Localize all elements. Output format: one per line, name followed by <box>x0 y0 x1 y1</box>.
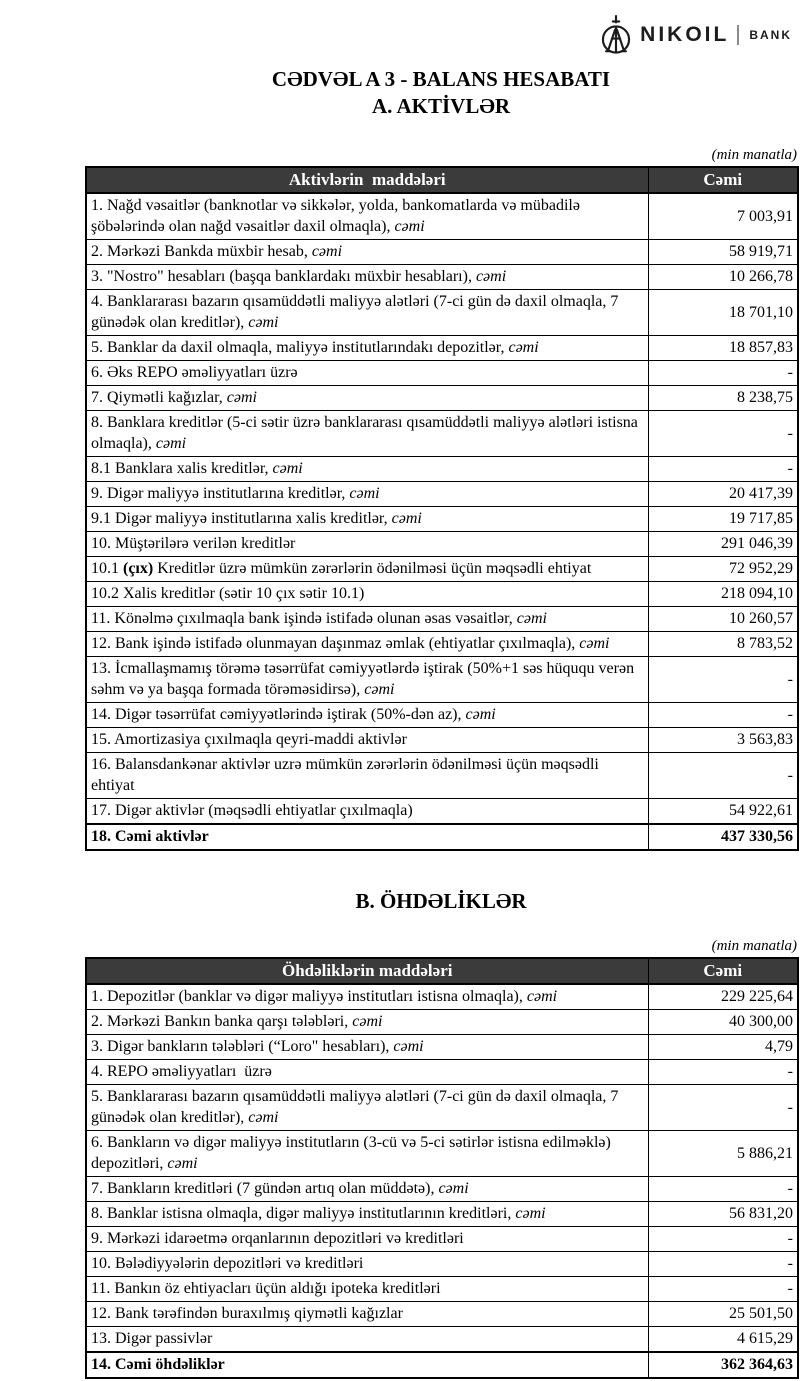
bank-logo-name: NIKOIL <box>640 23 730 46</box>
table-row <box>86 1060 798 1085</box>
row-label: 7. Qiymətli kağızlar, cəmi <box>86 386 648 411</box>
row-label: 18. Cəmi aktivlər <box>86 824 648 850</box>
row-value: - <box>648 657 798 703</box>
row-label: 10. Müştərilərə verilən kreditlər <box>86 532 648 557</box>
row-value: 229 225,64 <box>648 984 798 1010</box>
row-label: 5. Banklararası bazarın qısamüddətli maliyyə alətləri (7-ci gün də daxil olmaqla, 7 günədək olan kreditlər), cəmi <box>86 1085 648 1131</box>
row-label: 1. Depozitlər (banklar və digər maliyyə institutları istisna olmaqla), cəmi <box>86 984 648 1010</box>
assets-table <box>85 166 799 851</box>
row-label: 11. Könəlmə çıxılmaqla bank işində istifadə olunan əsas vəsaitlər, cəmi <box>86 607 648 632</box>
bank-logo <box>598 14 792 56</box>
row-value: 56 831,20 <box>648 1202 798 1227</box>
row-value: - <box>648 753 798 799</box>
table-row <box>86 361 798 386</box>
table-row <box>86 1302 798 1327</box>
row-value: 4 615,29 <box>648 1327 798 1353</box>
row-label: 2. Mərkəzi Bankın banka qarşı tələbləri, cəmi <box>86 1010 648 1035</box>
row-value: 5 886,21 <box>648 1131 798 1177</box>
row-label: 13. Digər passivlər <box>86 1327 648 1353</box>
row-label: 12. Bank tərəfindən buraxılmış qiymətli kağızlar <box>86 1302 648 1327</box>
row-label: 12. Bank işində istifadə olunmayan daşınmaz əmlak (ehtiyatlar çıxılmaqla), cəmi <box>86 632 648 657</box>
row-label: 2. Mərkəzi Bankda müxbir hesab, cəmi <box>86 240 648 265</box>
row-value: 19 717,85 <box>648 507 798 532</box>
liabilities-total-column-header: Cəmi <box>648 958 798 984</box>
row-label: 14. Digər təsərrüfat cəmiyyətlərində iştirak (50%-dən az), cəmi <box>86 703 648 728</box>
row-label: 8.1 Banklara xalis kreditlər, cəmi <box>86 457 648 482</box>
row-value: 8 783,52 <box>648 632 798 657</box>
row-label: 3. "Nostro" hesabları (başqa banklardakı müxbir hesabları), cəmi <box>86 265 648 290</box>
row-value: - <box>648 1060 798 1085</box>
row-value: - <box>648 457 798 482</box>
table-row <box>86 1352 798 1378</box>
table-row <box>86 753 798 799</box>
row-value: - <box>648 1085 798 1131</box>
table-row <box>86 265 798 290</box>
assets-table-header <box>86 167 798 193</box>
table-row <box>86 1035 798 1060</box>
assets-items-column-header: Aktivlərin maddələri <box>86 167 648 193</box>
liabilities-table-header <box>86 958 798 984</box>
row-label: 6. Bankların və digər maliyyə institutların (3-cü və 5-ci sətirlər istisna edilməklə) depozitləri, cəmi <box>86 1131 648 1177</box>
table-row <box>86 1252 798 1277</box>
table-row <box>86 240 798 265</box>
row-value: 10 266,78 <box>648 265 798 290</box>
table-row <box>86 607 798 632</box>
bank-emblem-icon <box>598 14 634 56</box>
row-label: 3. Digər bankların tələbləri (“Loro" hesabları), cəmi <box>86 1035 648 1060</box>
table-row <box>86 1131 798 1177</box>
row-value: - <box>648 361 798 386</box>
liabilities-items-column-header: Öhdəliklərin maddələri <box>86 958 648 984</box>
row-value: 10 260,57 <box>648 607 798 632</box>
row-value: 437 330,56 <box>648 824 798 850</box>
table-row <box>86 632 798 657</box>
logo-divider <box>737 25 739 45</box>
table-row <box>86 532 798 557</box>
table-row <box>86 1202 798 1227</box>
row-label: 4. REPO əməliyyatları üzrə <box>86 1060 648 1085</box>
table-row <box>86 482 798 507</box>
row-label: 5. Banklar da daxil olmaqla, maliyyə institutlarındakı depozitlər, cəmi <box>86 336 648 361</box>
row-value: 18 857,83 <box>648 336 798 361</box>
row-value: 20 417,39 <box>648 482 798 507</box>
document-title-line1: CƏDVƏL A 3 - BALANS HESABATI <box>271 67 611 91</box>
table-row <box>86 1227 798 1252</box>
row-label: 15. Amortizasiya çıxılmaqla qeyri-maddi aktivlər <box>86 728 648 753</box>
row-value: 218 094,10 <box>648 582 798 607</box>
row-value: 25 501,50 <box>648 1302 798 1327</box>
row-label: 9.1 Digər maliyyə institutlarına xalis kreditlər, cəmi <box>86 507 648 532</box>
table-row <box>86 507 798 532</box>
row-label: 8. Banklara kreditlər (5-ci sətir üzrə banklararası qısamüddətli maliyyə alətləri istisna olmaqla), cəmi <box>86 411 648 457</box>
row-value: 40 300,00 <box>648 1010 798 1035</box>
row-value: 72 952,29 <box>648 557 798 582</box>
row-label: 14. Cəmi öhdəliklər <box>86 1352 648 1378</box>
row-label: 7. Bankların kreditləri (7 gündən artıq olan müddətə), cəmi <box>86 1177 648 1202</box>
table-row <box>86 336 798 361</box>
table-row <box>86 193 798 240</box>
liabilities-table <box>85 957 799 1379</box>
row-label: 9. Digər maliyyə institutlarına kreditlər, cəmi <box>86 482 648 507</box>
table-row <box>86 1177 798 1202</box>
table-row <box>86 824 798 850</box>
row-label: 10. Bələdiyyələrin depozitləri və kreditləri <box>86 1252 648 1277</box>
row-value: 8 238,75 <box>648 386 798 411</box>
table-row <box>86 657 798 703</box>
row-label: 6. Əks REPO əməliyyatları üzrə <box>86 361 648 386</box>
row-label: 16. Balansdankənar aktivlər uzrə mümkün zərərlərin ödənilməsi üçün məqsədli ehtiyat <box>86 753 648 799</box>
row-value: - <box>648 1177 798 1202</box>
row-value: - <box>648 703 798 728</box>
table-row <box>86 1010 798 1035</box>
table-row <box>86 386 798 411</box>
row-value: - <box>648 1227 798 1252</box>
table-row <box>86 557 798 582</box>
table-row <box>86 984 798 1010</box>
table-row <box>86 703 798 728</box>
assets-total-column-header: Cəmi <box>648 167 798 193</box>
table-row <box>86 411 798 457</box>
row-label: 11. Bankın öz ehtiyacları üçün aldığı ipoteka kreditləri <box>86 1277 648 1302</box>
unit-note-liabilities: (min manatla) <box>711 938 797 954</box>
bank-logo-suffix: BANK <box>749 28 792 42</box>
table-row <box>86 728 798 753</box>
table-row <box>86 1327 798 1353</box>
row-value: 4,79 <box>648 1035 798 1060</box>
table-row <box>86 290 798 336</box>
row-label: 4. Banklararası bazarın qısamüddətli maliyyə alətləri (7-ci gün də daxil olmaqla, 7 günədək olan kreditlər), cəmi <box>86 290 648 336</box>
row-label: 10.1 (çıx) Kreditlər üzrə mümkün zərərlərin ödənilməsi üçün məqsədli ehtiyat <box>86 557 648 582</box>
row-value: 54 922,61 <box>648 799 798 825</box>
table-row <box>86 1277 798 1302</box>
row-value: 7 003,91 <box>648 193 798 240</box>
document-title <box>85 66 797 120</box>
row-value: 58 919,71 <box>648 240 798 265</box>
row-label: 9. Mərkəzi idarəetmə orqanlarının depozitləri və kreditləri <box>86 1227 648 1252</box>
document-body <box>85 0 797 1379</box>
row-value: 18 701,10 <box>648 290 798 336</box>
row-label: 13. İcmallaşmamış törəmə təsərrüfat cəmiyyətlərdə iştirak (50%+1 səs hüququ verən səhm və ya başqa formada törəməsidirsə), cəmi <box>86 657 648 703</box>
row-value: 291 046,39 <box>648 532 798 557</box>
table-row <box>86 1085 798 1131</box>
row-value: 3 563,83 <box>648 728 798 753</box>
row-label: 1. Nağd vəsaitlər (banknotlar və sikkələr, yolda, bankomatlarda və mübadilə şöbələrində olan nağd vəsaitlər daxil olmaqla), cəmi <box>86 193 648 240</box>
liabilities-section-title: B. ÖHDƏLİKLƏR <box>355 889 527 913</box>
table-row <box>86 799 798 825</box>
table-row <box>86 582 798 607</box>
row-value: - <box>648 1277 798 1302</box>
row-label: 10.2 Xalis kreditlər (sətir 10 çıx sətir 10.1) <box>86 582 648 607</box>
row-value: - <box>648 1252 798 1277</box>
unit-note-assets: (min manatla) <box>711 147 797 163</box>
row-label: 8. Banklar istisna olmaqla, digər maliyyə institutlarının kreditləri, cəmi <box>86 1202 648 1227</box>
row-value: 362 364,63 <box>648 1352 798 1378</box>
document-title-line2: A. AKTİVLƏR <box>371 94 511 118</box>
row-value: - <box>648 411 798 457</box>
table-row <box>86 457 798 482</box>
row-label: 17. Digər aktivlər (məqsədli ehtiyatlar çıxılmaqla) <box>86 799 648 825</box>
